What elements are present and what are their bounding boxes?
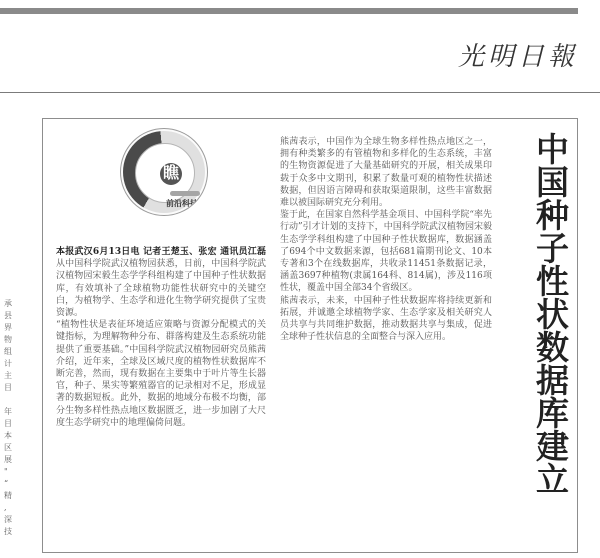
article-paragraph-2: “植物性状是表征环境适应策略与资源分配模式的关键指标，为理解物种分布、群落构建及生态系统功能提供了重要基础。”中国科学院武汉植物园研究员熊茜介绍，近年来，全球及区域尺度的植物性状数据库不断完善，然而，现有数据在主要集中于叶片等生长器官，种子、果实等繁殖器官的记录相对不足，形成显著的数据短板。此外，数据的地域分布极不均衡，部分生物多样性热点地区数据匮乏，进一步加剧了大尺度生态学研究中的地理偏倚问题。 [56, 320, 266, 428]
article-paragraph-1: 从中国科学院武汉植物园获悉，日前，中国科学院武汉植物园宋毅生态学学科组构建了中国种子性状数据库，有效填补了全球植物功能性状研究中的关键空白，为植物学、生态学和进化生物学研究提供了宝贵资源。 [56, 259, 266, 319]
badge-decor [170, 191, 200, 196]
badge-label: 前沿科技 [166, 198, 198, 208]
article-column-1 [56, 246, 266, 429]
article-headline: 中国种子性状数据库建立 [531, 132, 570, 495]
newspaper-masthead: 光明日報 [457, 42, 578, 72]
article-paragraph-5: 熊茜表示，未来，中国种子性状数据库将持续更新和拓展，并诚邀全球植物学家、生态学家及相关研究人员共享与共同维护数据，推动数据共享与集成，促进全球种子性状信息的全面整合与深入应用。 [280, 295, 492, 343]
article-paragraph-3: 熊茜表示，中国作为全球生物多样性热点地区之一，拥有种类繁多的有管植物和多样化的生态系统，丰富的生物资源促进了大量基础研究的开展，相关成果印载于众多中文期刊，积累了数量可观的植物性状描述数据，但因语言障碍和获取渠道限制，这些丰富数据难以被国际研究充分利用。 [280, 137, 492, 209]
adjacent-article-fragment: 承 县 界 物 组 计 主 目 年 目 本 区 展 " “ 精 , 深 技 [4, 299, 12, 536]
article-byline: 本报武汉6月13日电 记者王楚玉、张宏 通讯员江磊 [56, 247, 266, 257]
column-badge [120, 128, 208, 216]
section-divider [0, 92, 600, 93]
badge-character: 瞧 [162, 163, 179, 182]
article-column-2 [280, 136, 492, 343]
article-paragraph-4: 鉴于此，在国家自然科学基金项目、中国科学院“率先行动”引才计划的支持下，中国科学院武汉植物园宋毅生态学学科组构建了中国种子性状数据库，数据涵盖了694个中文数据来源，包括681篇期刊论文、10本专著和3个在线数据库，共收录11451条数据记录，涵盖3697种植物(隶属164科、814属)，涉及116项性状，覆盖中国全部34个省级区。 [280, 210, 492, 294]
top-rule [0, 8, 578, 14]
badge-inner [135, 143, 198, 208]
